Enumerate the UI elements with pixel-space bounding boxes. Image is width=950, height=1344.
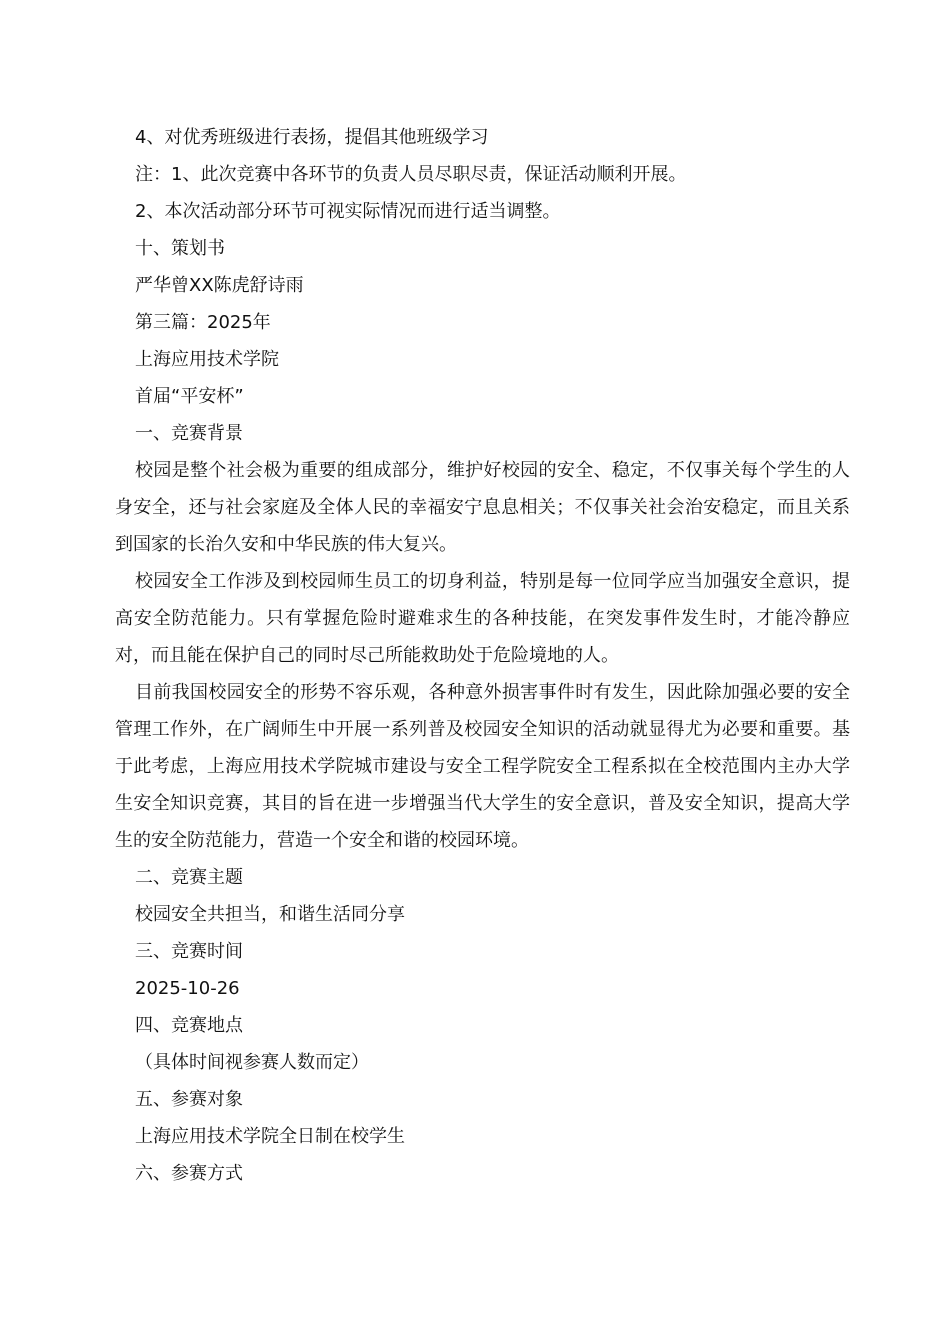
section-heading: 五、参赛对象 (135, 1089, 243, 1110)
background-paragraph: 目前我国校园安全的形势不容乐观，各种意外损害事件时有发生，因此除加强必要的安全管理工作外，在广阔师生中开展一系列普及校园安全知识的活动就显得尤为必要和重要。基于此考虑，上海应用技术学院城市建设与安全工程学院安全工程系拟在全校范围内主办大学生安全知识竞赛，其目的旨在进一步增强当代大学生的安全意识，普及安全知识，提高大学生的安全防范能力，营造一个安全和谐的校园环境。 (115, 682, 850, 851)
chapter-title: 第三篇：2025年 (135, 312, 271, 333)
note-line: 注：1、此次竞赛中各环节的负责人员尽职尽责，保证活动顺利开展。 (135, 164, 687, 185)
section-heading: 四、竞赛地点 (135, 1015, 243, 1036)
location-note: （具体时间视参赛人数而定） (135, 1052, 369, 1073)
participants-line: 上海应用技术学院全日制在校学生 (135, 1126, 405, 1147)
section-heading: 六、参赛方式 (135, 1163, 243, 1184)
theme-line: 校园安全共担当，和谐生活同分享 (135, 904, 405, 925)
date-line: 2025-10-26 (135, 978, 240, 999)
note-line: 2、本次活动部分环节可视实际情况而进行适当调整。 (135, 201, 561, 222)
background-paragraph: 校园是整个社会极为重要的组成部分，维护好校园的安全、稳定，不仅事关每个学生的人身安全，还与社会家庭及全体人民的幸福安宁息息相关；不仅事关社会治安稳定，而且关系到国家的长治久安和中华民族的伟大复兴。 (115, 460, 850, 555)
document-body (115, 119, 850, 1192)
text-line: 4、对优秀班级进行表扬，提倡其他班级学习 (135, 127, 489, 148)
section-heading: 二、竞赛主题 (135, 867, 243, 888)
section-heading: 一、竞赛背景 (135, 423, 243, 444)
author-line: 严华曾XX陈虎舒诗雨 (135, 275, 304, 296)
background-paragraph: 校园安全工作涉及到校园师生员工的切身利益，特别是每一位同学应当加强安全意识，提高安全防范能力。只有掌握危险时避难求生的各种技能，在突发事件发生时，才能冷静应对，而且能在保护自己的同时尽己所能救助处于危险境地的人。 (115, 571, 850, 666)
section-heading: 十、策划书 (135, 238, 225, 259)
institution-line: 上海应用技术学院 (135, 349, 279, 370)
section-heading: 三、竞赛时间 (135, 941, 243, 962)
event-title: 首届“平安杯” (135, 386, 244, 407)
